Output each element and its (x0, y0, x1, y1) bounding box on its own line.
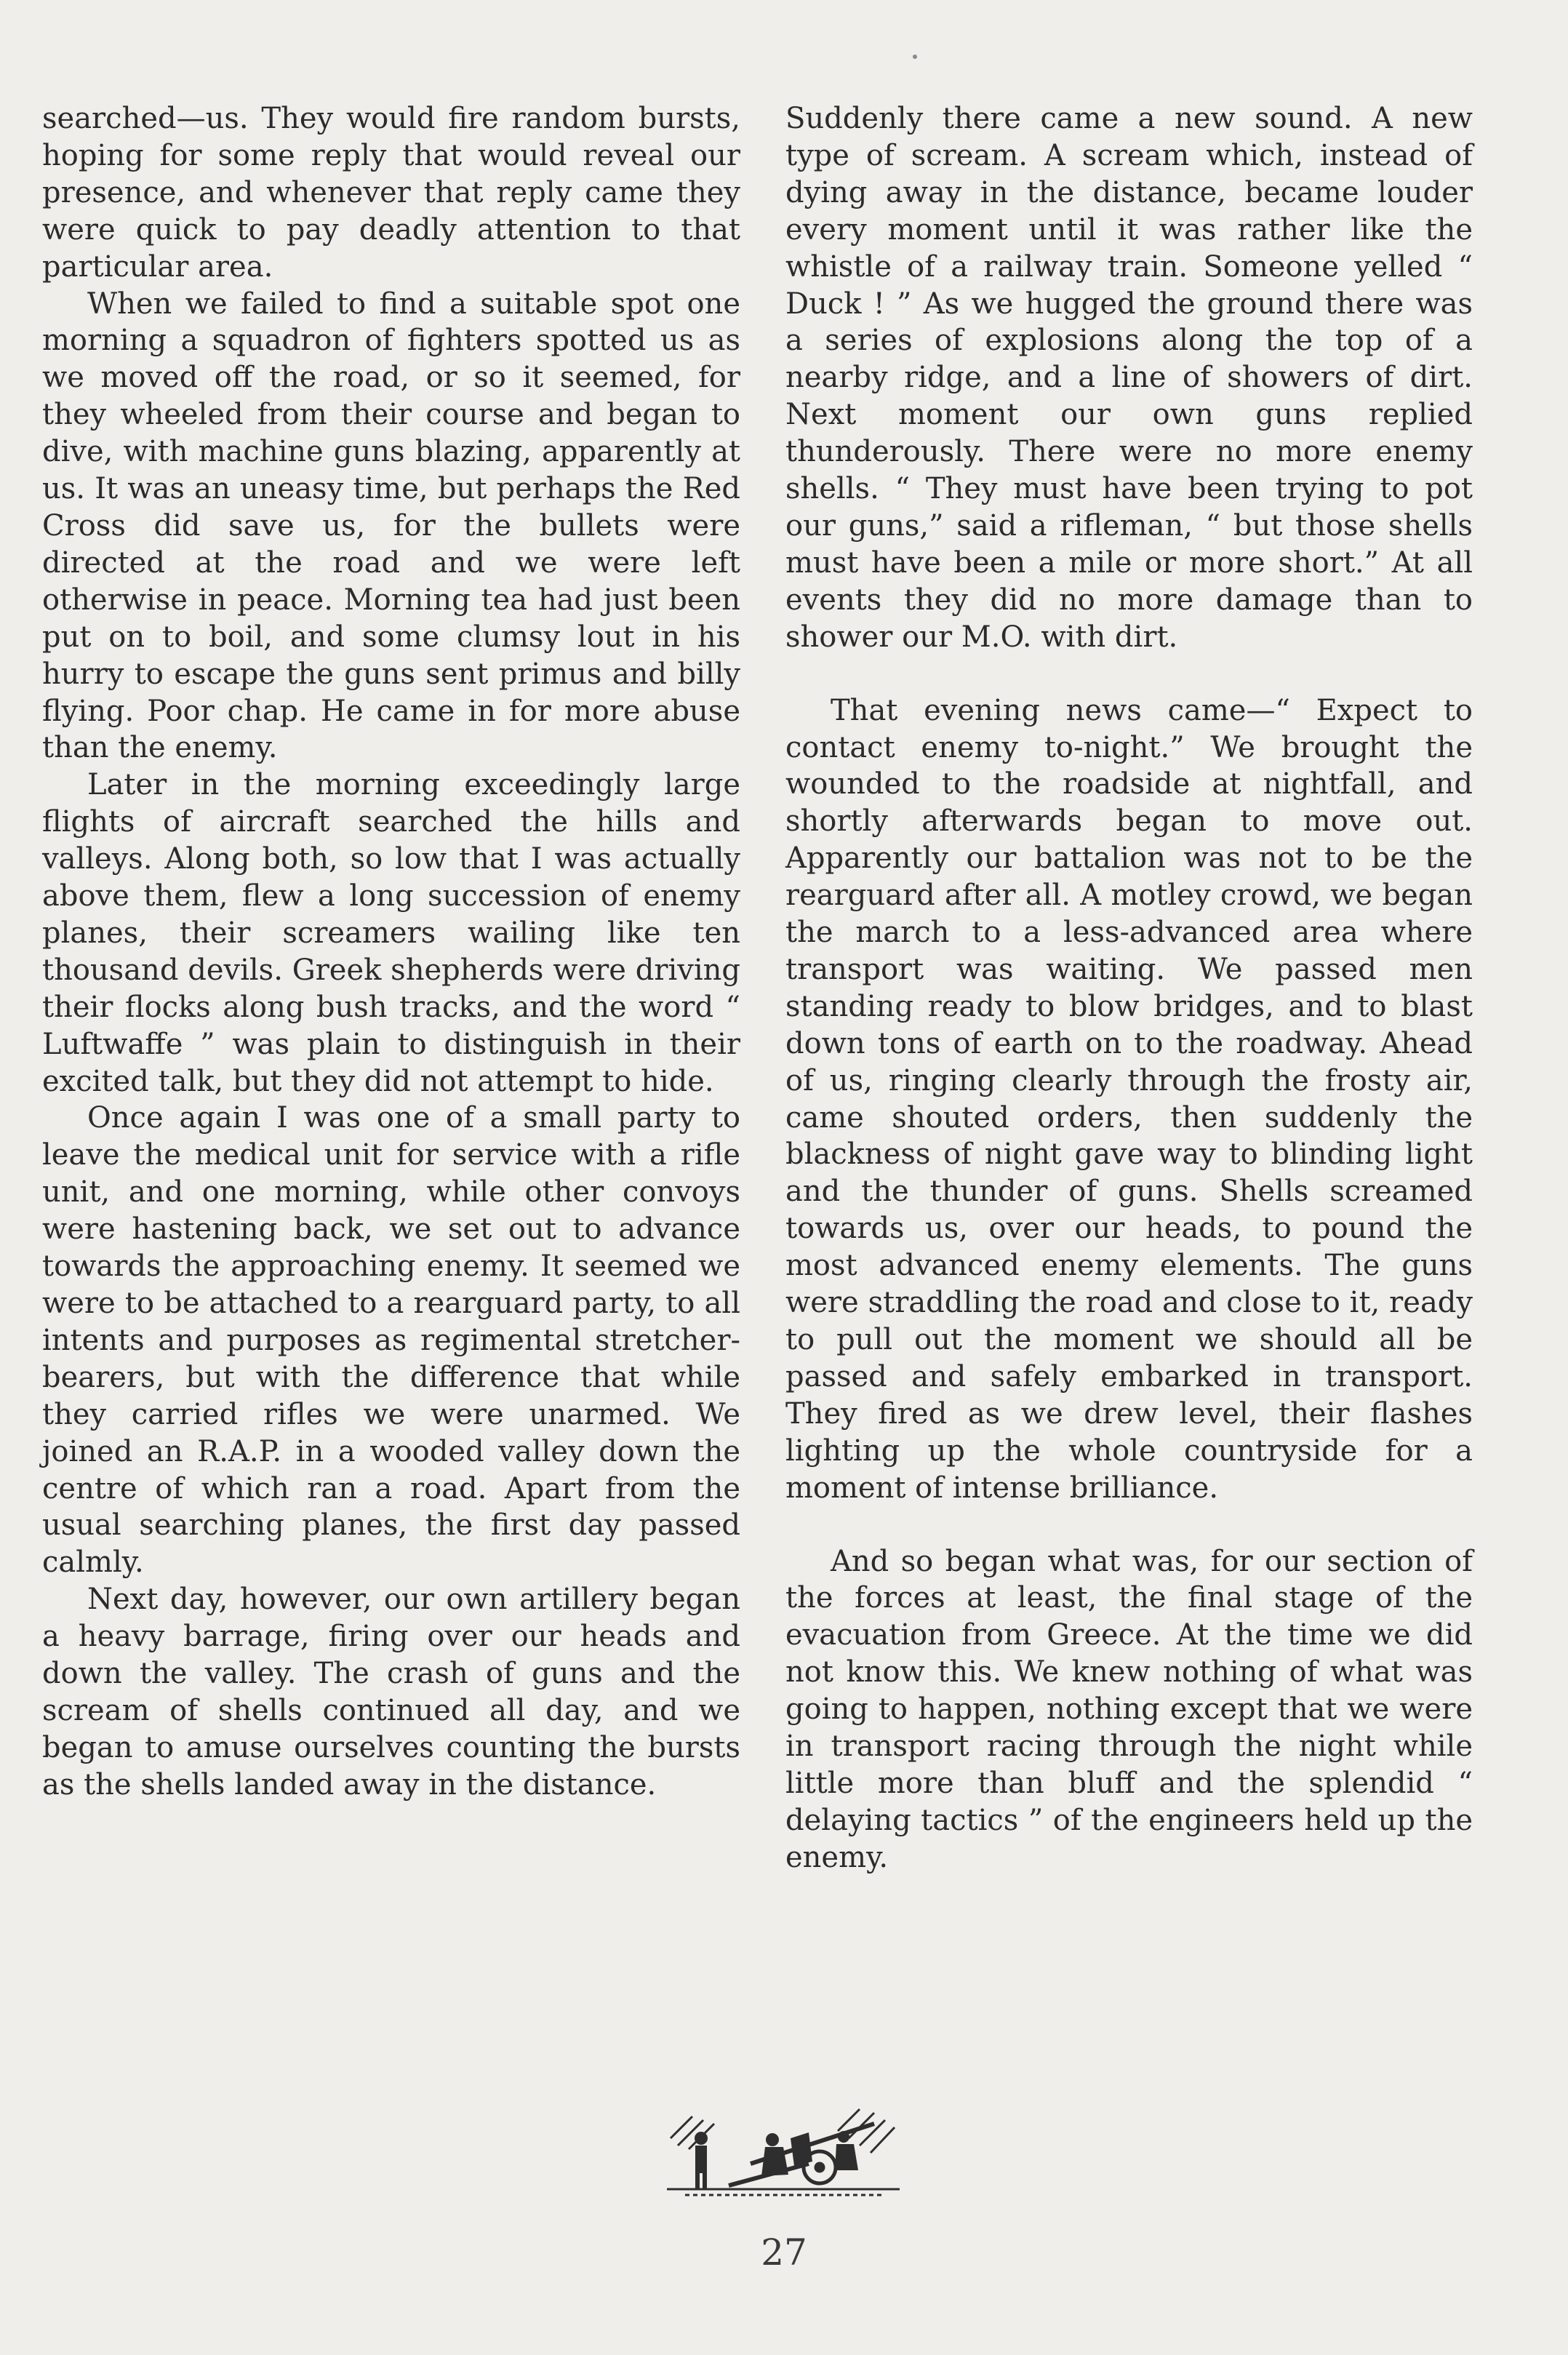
paragraph: Later in the morning exceedingly large flights of aircraft searched the hills and valleys. Along both, so low that I was actually above them, flew a long succession of enemy planes, their screamers wailing like ten thousand devils. Greek shepherds were driving their flocks along bush tracks, and the word “ Luftwaffe ” was plain to distinguish in their excited talk, but they did not attempt to hide. (42, 768, 740, 1098)
paragraph: Suddenly there came a new sound. A new type of scream. A scream which, instead of dying away in the distance, became louder every moment until it was rather like the whistle of a railway train. Someone yelled “ Duck ! ” As we hugged the ground there was a series of explosions along the top of a nearby ridge, and a line of showers of dirt. Next moment our own guns replied thunderously. There were no more enemy shells. “ They must have been trying to pot our guns,” said a rifleman, “ but those shells must have been a mile or more short.” At all events they did no more damage than to shower our M.O. with dirt. (785, 102, 1473, 654)
print-speck (913, 55, 917, 59)
paragraph: And so began what was, for our section of the forces at least, the final stage of the evacuation from Greece. At the time we did not know this. We knew nothing of what was going to happen, nothing except that we were in transport racing through the night while little more than bluff and the splendid “ delaying tactics ” of the engineers held up the enemy. (785, 1544, 1473, 1874)
left-column (42, 100, 740, 1804)
paragraph: Once again I was one of a small party to leave the medical unit for service with a rifle unit, and one morning, while other convoys were hastening back, we set out to advance towards the approaching enemy. It seemed we were to be attached to a rearguard party, to all intents and purposes as regimental stretcher-bearers, but with the difference that while they carried rifles we were unarmed. We joined an R.A.P. in a wooded valley down the centre of which ran a road. Apart from the usual searching planes, the first day passed calmly. (42, 1101, 740, 1580)
right-column (785, 100, 1473, 1876)
paragraph: searched—us. They would fire random bursts, hoping for some reply that would reveal our presence, and whenever that reply came they were quick to pay deadly attention to that particular area. (42, 102, 740, 284)
gun-crew-vignette-icon (663, 2095, 903, 2204)
paragraph: That evening news came—“ Expect to contact enemy to-night.” We brought the wounded to the roadside at nightfall, and shortly afterwards began to move out. Apparently our battalion was not to be the rearguard after all. A motley crowd, we began the march to a less-advanced area where transport was waiting. We passed men standing ready to blow bridges, and to blast down tons of earth on to the roadway. Ahead of us, ringing clearly through the frosty air, came shouted orders, then suddenly the blackness of night gave way to blinding light and the thunder of guns. Shells screamed towards us, over our heads, to pound the most advanced enemy elements. The guns were straddling the road and close to it, ready to pull out the moment we should all be passed and safely embarked in transport. They fired as we drew level, their flashes lighting up the whole countryside for a moment of intense brilliance. (785, 693, 1473, 1505)
page-number: 27 (761, 2231, 807, 2274)
paragraph: Next day, however, our own artillery began a heavy barrage, firing over our heads and down the valley. The crash of guns and the scream of shells continued all day, and we began to amuse ourselves counting the bursts as the shells landed away in the distance. (42, 1583, 740, 1802)
paragraph: When we failed to find a suitable spot one morning a squadron of fighters spotted us as we moved off the road, or so it seemed, for they wheeled from their course and began to dive, with machine guns blazing, apparently at us. It was an uneasy time, but perhaps the Red Cross did save us, for the bullets were directed at the road and we were left otherwise in peace. Morning tea had just been put on to boil, and some clumsy lout in his hurry to escape the guns sent primus and billy flying. Poor chap. He came in for more abuse than the enemy. (42, 287, 740, 765)
